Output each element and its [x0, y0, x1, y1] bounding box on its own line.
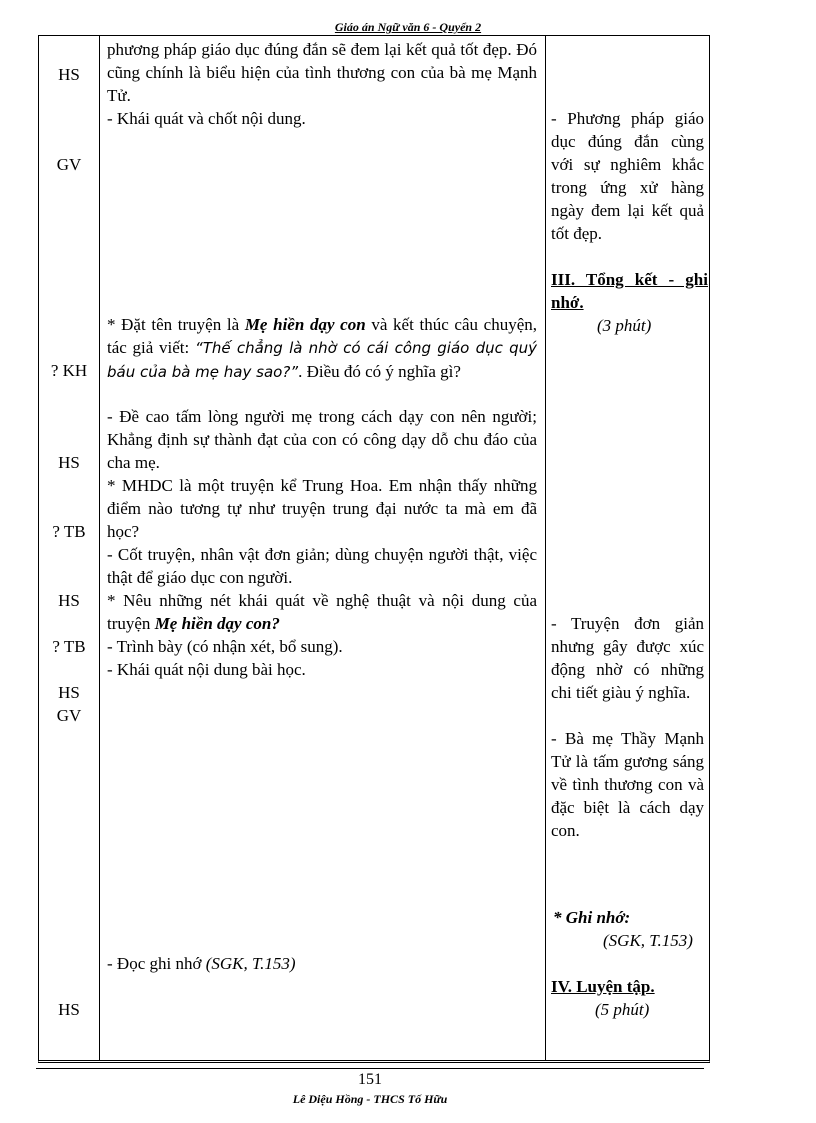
story-title: Mẹ hiền dạy con?	[154, 614, 280, 633]
role-label: HS	[58, 683, 80, 702]
question	[107, 589, 537, 635]
question-text: và kết thúc câu chuyện, tác giả viết:	[107, 315, 538, 357]
question-text: . Điều đó có ý nghĩa gì?	[298, 362, 461, 381]
role-label: ? KH	[50, 361, 88, 380]
page-number: 151	[358, 1071, 382, 1088]
role-label: ? TB	[52, 637, 86, 656]
summary-point: - Truyện đơn giản nhưng gây được xúc động nhờ có những chi tiết giàu ý nghĩa.	[551, 614, 704, 702]
story-title: Mẹ hiền dạy con	[244, 315, 366, 334]
note-heading: * Ghi nhớ:	[553, 908, 631, 927]
lesson-table	[38, 35, 710, 1063]
section-heading: IV. Luyện tập.	[551, 977, 655, 996]
reference: (SGK, T.153)	[205, 954, 296, 973]
answer: - Cốt truyện, nhân vật đơn giản; dùng chuyện người thật, việc thật để giáo dục con người.	[107, 545, 537, 587]
quote: “Thế chẳng là nhờ có cái công giáo dục quý báu của bà mẹ hay sao?”	[107, 339, 537, 381]
footer-rule	[36, 1068, 704, 1069]
column-divider	[99, 36, 100, 1060]
summary-point: - Bà mẹ Thầy Mạnh Tử là tấm gương sáng về tình thương con và đặc biệt là cách dạy con.	[551, 729, 704, 840]
page-footer: Lê Diệu Hồng - THCS Tố Hữu	[292, 1092, 448, 1106]
answer: - Khái quát nội dung bài học.	[107, 660, 306, 679]
role-label: ? TB	[52, 522, 86, 541]
section-time: (5 phút)	[595, 1000, 650, 1019]
instruction-text: - Đọc ghi nhớ	[107, 954, 206, 973]
role-label: HS	[58, 1000, 80, 1019]
answer: - Trình bày (có nhận xét, bổ sung).	[107, 637, 343, 656]
note-reference: (SGK, T.153)	[603, 931, 693, 950]
question	[107, 313, 537, 384]
answer: - Đề cao tấm lòng người mẹ trong cách dạy con nên người; Khẳng định sự thành đạt của con có công dạy dỗ chu đáo của cha mẹ.	[107, 407, 537, 472]
summary-point: - Phương pháp giáo dục đúng đắn cùng với sự nghiêm khắc trong ứng xử hàng ngày đem lại kết quả tốt đẹp.	[551, 109, 704, 243]
column-divider	[545, 36, 546, 1060]
role-label: HS	[58, 453, 80, 472]
instruction	[107, 952, 296, 975]
role-label: HS	[58, 65, 80, 84]
paragraph: phương pháp giáo dục đúng đắn sẽ đem lại kết quả tốt đẹp. Đó cũng chính là biểu hiện của tình thương con của bà mẹ Mạnh Tử.	[107, 40, 537, 105]
page-header: Giáo án Ngữ văn 6 - Quyển 2	[334, 20, 482, 34]
question: * MHDC là một truyện kể Trung Hoa. Em nhận thấy những điểm nào tương tự như truyện trung đại nước ta mà em đã học?	[107, 476, 537, 541]
question-text: * Đặt tên truyện là	[107, 315, 245, 334]
role-label: HS	[58, 591, 80, 610]
section-heading-text: III. Tổng kết - ghi nhớ.	[551, 270, 708, 312]
question-text: * Nêu những nét khái quát về nghệ thuật và nội dung của truyện	[107, 591, 537, 633]
section-heading	[551, 268, 708, 314]
section-time: (3 phút)	[597, 316, 652, 335]
role-label: GV	[56, 155, 82, 174]
paragraph: - Khái quát và chốt nội dung.	[107, 109, 306, 128]
role-label: GV	[56, 706, 82, 725]
